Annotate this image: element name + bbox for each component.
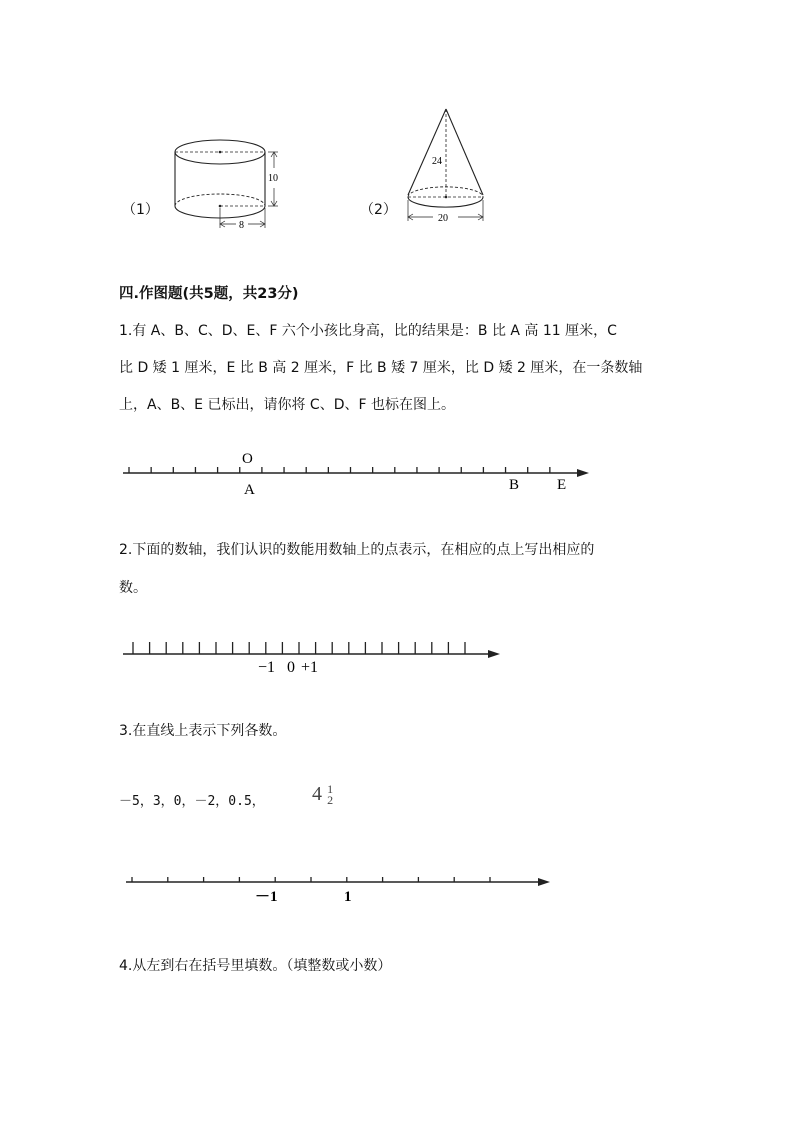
q3-fraction-numerator: 1	[327, 781, 334, 796]
q3-number-list: －5，3，0，－2，0.5，	[119, 794, 265, 809]
cone-diameter-label: 20	[438, 213, 448, 224]
cone-figure	[400, 105, 495, 225]
q2-label-0: 0	[287, 659, 295, 676]
q3-label-minus1: －1	[255, 889, 278, 905]
q2-number-line	[115, 632, 510, 680]
q3-number-line	[118, 868, 558, 908]
cylinder-height-label: 10	[268, 173, 278, 184]
cone-height-label: 24	[432, 156, 442, 167]
q1-label-O: O	[242, 451, 253, 467]
q1-number-line	[115, 445, 600, 500]
q2-line-1: 2.下面的数轴，我们认识的数能用数轴上的点表示，在相应的点上写出相应的	[119, 542, 595, 558]
q2-label-minus1: −1	[258, 659, 276, 676]
q1-label-E: E	[557, 477, 567, 493]
figure-2-label: （2）	[360, 202, 397, 218]
q3-mixed-number	[312, 783, 333, 817]
q2-label-plus1: +1	[301, 659, 319, 676]
q3-fraction-denominator: 2	[327, 792, 334, 807]
cylinder-figure	[160, 128, 290, 238]
section-title: 四.作图题(共5题，共23分)	[119, 286, 299, 302]
q1-line-2: 比 D 矮 1 厘米，E 比 B 高 2 厘米，F 比 B 矮 7 厘米，比 D 矮 2 厘米，在一条数轴	[119, 360, 643, 376]
q1-label-A: A	[244, 482, 255, 498]
q1-line-3: 上，A、B、E 已标出，请你将 C、D、F 也标在图上。	[119, 397, 455, 413]
q1-label-B: B	[509, 477, 520, 493]
q3-instruction: 3.在直线上表示下列各数。	[119, 723, 287, 739]
q3-label-1: 1	[344, 889, 352, 905]
cylinder-radius-label: 8	[239, 220, 244, 231]
q3-fraction	[327, 781, 334, 807]
q3-mixed-whole: 4	[312, 783, 322, 805]
q2-line-2: 数。	[119, 580, 147, 596]
figure-1-label: （1）	[122, 202, 159, 218]
q1-line-1: 1.有 A、B、C、D、E、F 六个小孩比身高，比的结果是：B 比 A 高 11 厘米，C	[119, 323, 617, 339]
q4-instruction: 4.从左到右在括号里填数。（填整数或小数）	[119, 958, 392, 974]
